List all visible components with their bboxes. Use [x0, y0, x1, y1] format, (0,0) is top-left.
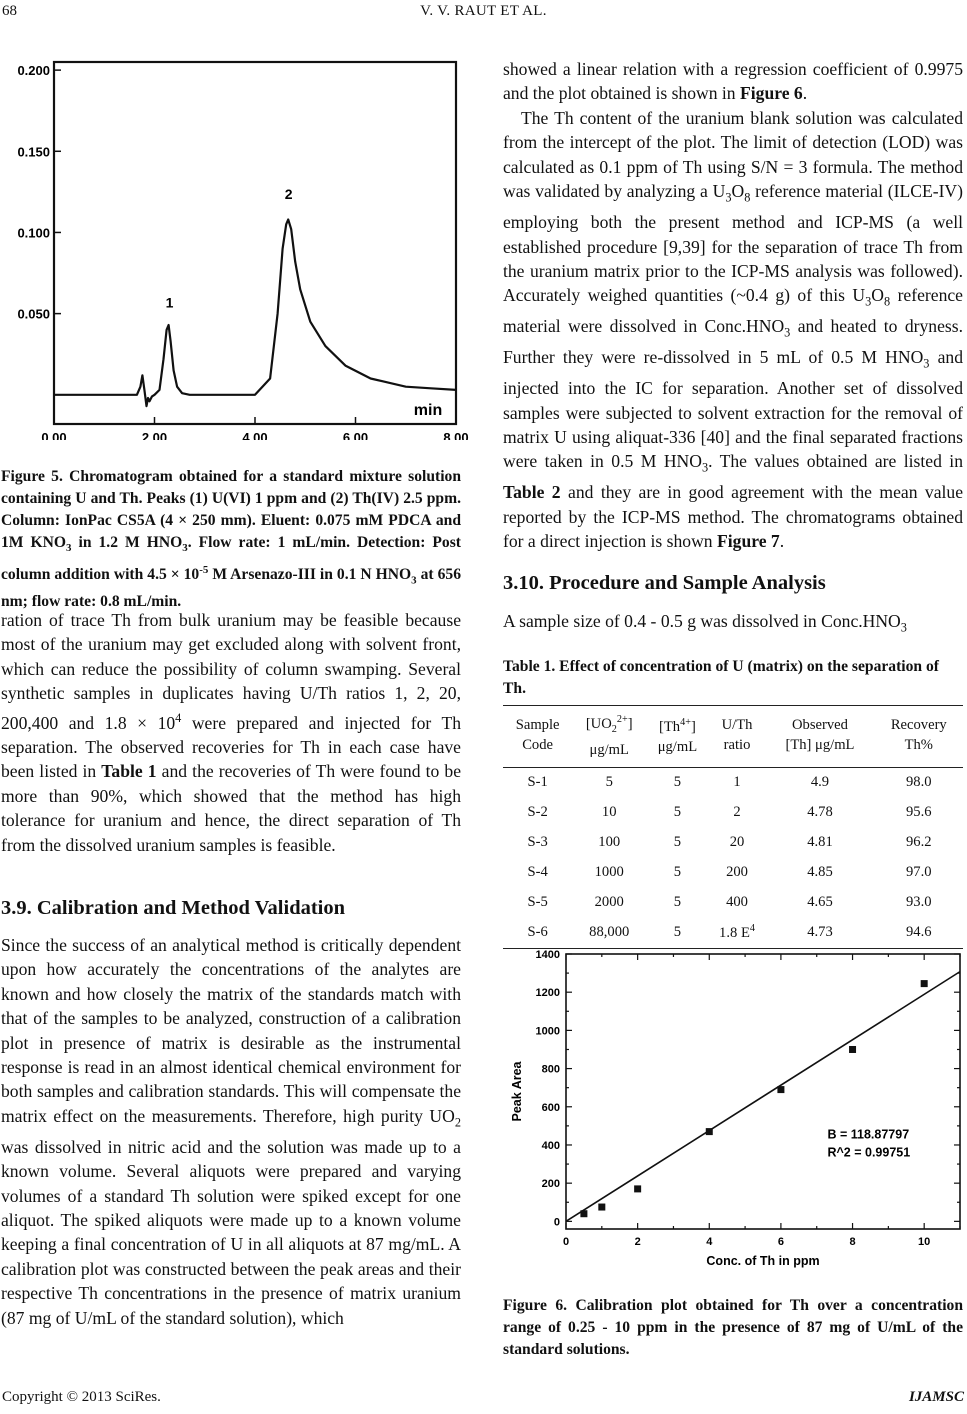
table-cell: 1 [733, 774, 741, 791]
table-cell: S-5 [527, 894, 548, 911]
x-tick-label: 4.00 [242, 430, 268, 440]
table-cell: 10 [601, 804, 617, 821]
table-header-cell: Observed [Th] μg/mL [785, 716, 855, 753]
y-tick-label: 600 [541, 1101, 560, 1114]
table-cell: 5 [605, 774, 613, 791]
y-axis-label: Peak Area [510, 1061, 524, 1122]
table-cell: 4.78 [807, 804, 833, 821]
page-number: 68 [2, 3, 17, 19]
table-cell: S-6 [527, 924, 548, 941]
x-tick-label: 2.00 [141, 430, 168, 440]
figure-5 [0, 50, 470, 445]
running-title: V. V. RAUT ET AL. [420, 3, 547, 19]
data-point [598, 1204, 605, 1211]
table-cell: 200 [726, 864, 748, 881]
y-tick-label: 1200 [535, 987, 560, 1000]
table-cell: S-2 [527, 804, 548, 821]
table-header-cell: $[UO_2^{2+}]$ μg/mL [585, 714, 633, 758]
x-tick-label: 2 [634, 1236, 641, 1248]
y-tick-label: 400 [541, 1139, 560, 1152]
table-cell: 4.65 [807, 894, 833, 911]
table-cell: 88,000 [589, 924, 630, 941]
plot-frame [566, 954, 960, 1229]
table-row [503, 888, 963, 918]
table-row [503, 798, 963, 828]
table-cell: 97.0 [906, 864, 932, 881]
section-heading-3-9: 3.9. Calibration and Method Validation [1, 897, 346, 919]
table-header-cell: Sample Code [515, 716, 560, 753]
table-row [503, 828, 963, 858]
table-row [503, 767, 963, 798]
y-tick-label: 0.050 [17, 306, 50, 322]
table-cell: 95.6 [906, 804, 932, 821]
table-cell: 4.85 [807, 864, 833, 881]
table-cell: S-4 [527, 864, 548, 881]
table-cell: 1000 [594, 864, 624, 881]
section-heading-3-10: 3.10. Procedure and Sample Analysis [503, 572, 826, 594]
table-cell: 5 [673, 894, 682, 911]
table-header-cell: U/Th ratio [721, 716, 753, 753]
journal-name: IJAMSC [908, 1389, 964, 1405]
table-cell: S-1 [527, 774, 548, 791]
table-cell: 1.8 $E^4$ [719, 923, 755, 942]
y-tick-label: 0.150 [17, 144, 50, 160]
y-tick-label: 1000 [535, 1025, 560, 1038]
table-cell: 98.0 [906, 774, 932, 791]
y-tick-label: 800 [541, 1063, 560, 1076]
table-cell: 100 [598, 834, 621, 851]
y-tick-label: 0.200 [17, 63, 50, 79]
peak-label: 1 [165, 294, 174, 311]
figure-5-caption: Figure 5. Chromatogram obtained for a standard mixture solution containing U and Th. Peaks (1) U(VI) 1 ppm and (2) Th(IV) 2.5 ppm. Column: IonPac CS5A (4 × 250 mm). Eluent: 0.075 mM PDCA and 1M $KNO_3$ in 1.2 M $HNO_3$. Flow rate: 1 mL/min. Detection: Post column addition with $4.5 \times 10^{-5}$ M Arsenazo-III in 0.1 N $HNO_3$ at 656 nm; flow rate: 0.8 mL/min. [1, 468, 461, 611]
table-row [503, 858, 963, 888]
data-point [777, 1086, 784, 1093]
x-tick-label: 0.00 [41, 430, 67, 440]
table-header-row [503, 705, 963, 767]
x-tick-label: 0 [562, 1236, 570, 1248]
table-cell: 5 [673, 924, 682, 941]
copyright-notice: Copyright © 2013 SciRes. [2, 1389, 161, 1405]
y-tick-label: 0 [553, 1216, 560, 1229]
table-cell: 5 [673, 804, 682, 821]
left-paragraph-2: Since the success of an analytical method is critically dependent upon how accurately the concentrations of the analytes are known and how closely the matrix of the standards match with that of the samples to be analyzed, construction of a calibration plot in presence of matrix is desirable as the instrumental response is read in an almost identical chemical environment for both samples and calibration standards. This will compensate the matrix effect on the measurements. Therefore, high purity $UO_2$ was dissolved in nitric acid and the solution was made up to a known volume. Several aliquots were prepared and varying volumes of a standard Th solution were spiked except for one aliquot. The spiked aliquots were made up to a known volume keeping a final concentration of U in all aliquots at 87 mg/mL. A calibration plot was constructed between the peak areas and their respective Th concentrations in the presence of matrix uranium (87 mg of U/mL of the standard solution), which [1, 935, 461, 1328]
peak-label: 2 [284, 185, 293, 202]
table-cell: 2 [733, 804, 741, 821]
left-paragraph-1: ration of trace Th from bulk uranium may be feasible because most of the uranium may get excluded along with solvent front, which can reduce the possibility of column swamping. Several synthetic samples in duplicates having U/Th ratios 1, 2, 20, 200,400 and $1.8 \times 10^4$ were prepared and injected for Th separation. The observed recoveries for Th in each case have been listed in Table 1 and the recoveries of Th were found to be more than 90%, which showed that the method has high tolerance for uranium and hence, the direct separation of Th from the dissolved uranium samples is feasible. [1, 610, 462, 855]
x-tick-label: 8.00 [443, 430, 469, 440]
x-axis-label: Conc. of Th in ppm [706, 1254, 820, 1268]
table-cell: 400 [726, 894, 748, 911]
calibration-chart [503, 940, 965, 1285]
table-header-cell: $[Th^{4+}]$ μg/mL [657, 716, 698, 755]
data-point [921, 980, 928, 987]
table-cell: 94.6 [906, 924, 932, 941]
chromatogram-chart [0, 50, 470, 440]
table-cell: 93.0 [906, 894, 932, 911]
right-paragraph-1: showed a linear relation with a regression coefficient of 0.9975 and the plot obtained is shown in Figure 6. [503, 59, 963, 104]
table-cell: 20 [729, 834, 745, 851]
x-tick-label: 6.00 [342, 430, 369, 440]
chromatogram-line [54, 220, 456, 407]
data-point [706, 1128, 713, 1135]
x-axis-unit-label: min [413, 402, 443, 419]
right-paragraph-2: The Th content of the uranium blank solution was calculated from the intercept of the plot. The limit of detection (LOD) was calculated as 0.1 ppm of Th using S/N = 3 formula. The method was validated by analyzing a $U_3O_8$ reference material (ILCE-IV) employing both the present method and ICP-MS (a well established procedure [9,39] for the separation of trace Th from the uranium matrix prior to the ICP-MS analysis was followed). Accurately weighed quantities (~0.4 g) of this $U_3O_8$ reference material were dissolved in $Conc.HNO_3$ and heated to dryness. Further they were re-dissolved in 5 mL of 0.5 M $HNO_3$ and injected into the IC for separation. Another set of dissolved samples were subjected to solvent extraction for the removal of matrix U using aliquat-336 [40] and the final separated fractions were taken in 0.5 M $HNO_3$. The values obtained are listed in Table 2 and they are in good agreement with the mean value reported by the ICP-MS method. The chromatograms obtained for a direct injection is shown Figure 7. [503, 108, 963, 552]
table-cell: 4.9 [810, 774, 830, 791]
data-point [634, 1185, 641, 1192]
x-tick-label: 8 [849, 1236, 856, 1248]
table-1-caption: Table 1. Effect of concentration of U (matrix) on the separation of Th. [503, 658, 939, 697]
table-cell: 5 [673, 774, 682, 791]
right-paragraph-3: A sample size of 0.4 - 0.5 g was dissolved in $Conc.HNO_3$ [503, 611, 907, 635]
table-1 [503, 705, 963, 949]
fit-annotation: B = 118.87797 [827, 1127, 910, 1142]
table-cell: 5 [673, 864, 682, 881]
table-cell: S-3 [527, 834, 548, 851]
table-header-cell: Recovery Th% [890, 716, 947, 753]
fit-line [566, 972, 960, 1222]
figure-6-caption: Figure 6. Calibration plot obtained for Th over a concentration range of 0.25 - 10 ppm in the presence of 87 mg of U/mL of the standard solutions. [503, 1297, 963, 1358]
x-tick-label: 4 [706, 1236, 713, 1248]
x-tick-label: 10 [918, 1236, 931, 1248]
figure-6 [503, 940, 965, 1290]
data-point [849, 1046, 856, 1053]
data-point [580, 1210, 587, 1217]
table-cell: 5 [673, 834, 682, 851]
fit-annotation: R^2 = 0.99751 [827, 1145, 911, 1160]
x-tick-label: 6 [777, 1236, 784, 1248]
table-cell: 4.81 [807, 834, 833, 851]
y-tick-label: 0.100 [17, 225, 50, 241]
plot-frame [54, 62, 456, 424]
data-table [503, 705, 963, 949]
y-tick-label: 200 [541, 1178, 560, 1191]
y-tick-label: 1400 [535, 949, 560, 961]
table-cell: 4.73 [807, 924, 833, 941]
table-cell: 2000 [594, 894, 624, 911]
table-cell: 96.2 [906, 834, 932, 851]
